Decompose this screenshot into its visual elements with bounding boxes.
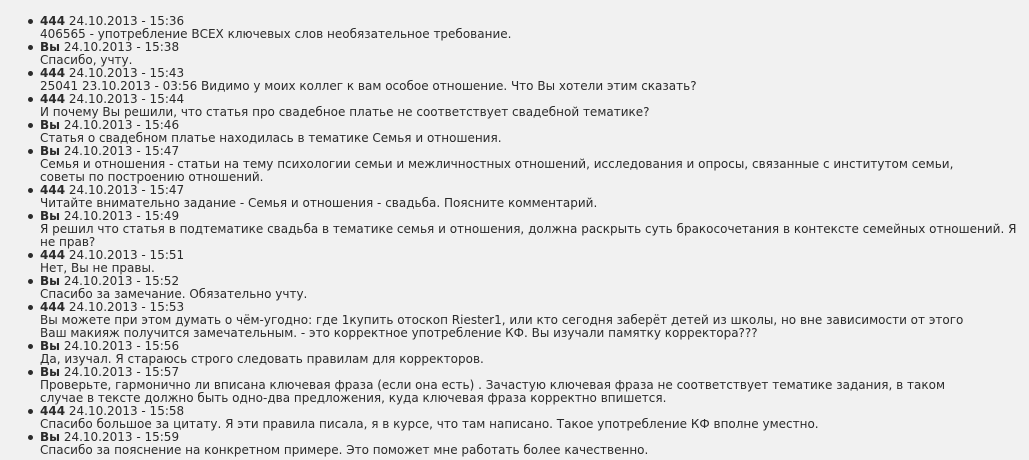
bullet-icon [28, 279, 33, 284]
message-author: 444 [40, 92, 66, 106]
message-author: 444 [40, 404, 66, 418]
message-text: 406565 - употребление ВСЕХ ключевых слов необязательное требование. [40, 27, 512, 41]
message-text: 25041 23.10.2013 - 03:56 Видимо у моих коллег к вам особое отношение. Что Вы хотели этим сказать? [40, 79, 697, 93]
message-author: Вы [40, 144, 60, 158]
message-author: 444 [40, 14, 66, 28]
message-author: Вы [40, 40, 60, 54]
list-item [40, 249, 1029, 275]
bullet-icon [28, 149, 33, 154]
list-item [40, 275, 1029, 301]
message-datetime: 24.10.2013 - 15:36 [68, 14, 185, 28]
message-text: Проверьте, гармонично ли вписана ключевая фраза (если она есть) . Зачастую ключевая фраза не соответствует тематике задания, в таком случае в тексте должно быть одно-два предложения, куда ключевая фраза корректно впишется. [40, 378, 945, 405]
list-item [40, 405, 1029, 431]
message-text: Семья и отношения - статьи на тему психологии семьи и межличностных отношений, исследования и опросы, связанные с институтом семьи, советы по построению отношений. [40, 157, 954, 184]
message-header [40, 41, 1029, 54]
message-text: Спасибо за пояснение на конкретном примере. Это поможет мне работать более качественно. [40, 443, 649, 457]
message-text: Спасибо, учту. [40, 53, 133, 67]
message-text: И почему Вы решили, что статья про свадебное платье не соответствует свадебной тематике? [40, 105, 650, 119]
message-datetime: 24.10.2013 - 15:56 [63, 339, 180, 353]
message-author: Вы [40, 339, 60, 353]
message-datetime: 24.10.2013 - 15:58 [68, 404, 185, 418]
bullet-icon [28, 123, 33, 128]
message-datetime: 24.10.2013 - 15:52 [63, 274, 180, 288]
bullet-icon [28, 45, 33, 50]
bullet-icon [28, 253, 33, 258]
message-datetime: 24.10.2013 - 15:57 [63, 365, 180, 379]
list-item [40, 93, 1029, 119]
list-item [40, 15, 1029, 41]
message-text: Я решил что статья в подтематике свадьба в тематике семья и отношения, должна раскрыть суть бракосочетания в контексте семейных отношений. Я не прав? [40, 222, 1017, 249]
bullet-icon [28, 97, 33, 102]
message-text: Спасибо за замечание. Обязательно учту. [40, 287, 308, 301]
list-item [40, 431, 1029, 457]
list-item [40, 145, 1029, 184]
message-text: Вы можете при этом думать о чём-угодно: где 1купить отоскоп Riester1, или кто сегодня заберёт детей из школы, но вне зависимости от этого Ваш макияж получится замечательным. - это корректное употребление КФ. Вы изучали памятку корректора??? [40, 313, 964, 340]
list-item [40, 340, 1029, 366]
message-datetime: 24.10.2013 - 15:38 [63, 40, 180, 54]
message-author: 444 [40, 248, 66, 262]
bullet-icon [28, 344, 33, 349]
message-datetime: 24.10.2013 - 15:49 [63, 209, 180, 223]
bullet-icon [28, 370, 33, 375]
message-author: 444 [40, 183, 66, 197]
message-header [40, 249, 1029, 262]
message-author: Вы [40, 365, 60, 379]
message-text: Статья о свадебном платье находилась в тематике Семья и отношения. [40, 131, 502, 145]
bullet-icon [28, 305, 33, 310]
bullet-icon [28, 435, 33, 440]
list-item [40, 366, 1029, 405]
message-text: Нет, Вы не правы. [40, 261, 155, 275]
list-item [40, 41, 1029, 67]
message-datetime: 24.10.2013 - 15:47 [63, 144, 180, 158]
message-author: 444 [40, 300, 66, 314]
message-author: Вы [40, 274, 60, 288]
list-item [40, 184, 1029, 210]
message-text: Да, изучал. Я стараюсь строго следовать правилам для корректоров. [40, 352, 484, 366]
message-text: Спасибо большое за цитату. Я эти правила писала, я в курсе, что там написано. Такое употребление КФ вполне уместно. [40, 417, 819, 431]
message-author: Вы [40, 118, 60, 132]
bullet-icon [28, 188, 33, 193]
bullet-icon [28, 214, 33, 219]
message-author: 444 [40, 66, 66, 80]
message-datetime: 24.10.2013 - 15:51 [68, 248, 185, 262]
bullet-icon [28, 409, 33, 414]
message-author: Вы [40, 209, 60, 223]
message-datetime: 24.10.2013 - 15:53 [68, 300, 185, 314]
message-datetime: 24.10.2013 - 15:43 [68, 66, 185, 80]
message-datetime: 24.10.2013 - 15:44 [68, 92, 185, 106]
bullet-icon [28, 71, 33, 76]
list-item [40, 119, 1029, 145]
list-item [40, 210, 1029, 249]
message-text: Читайте внимательно задание - Семья и отношения - свадьба. Поясните комментарий. [40, 196, 598, 210]
list-item [40, 301, 1029, 340]
message-datetime: 24.10.2013 - 15:46 [63, 118, 180, 132]
list-item [40, 67, 1029, 93]
message-author: Вы [40, 430, 60, 444]
bullet-icon [28, 19, 33, 24]
message-datetime: 24.10.2013 - 15:59 [63, 430, 180, 444]
message-datetime: 24.10.2013 - 15:47 [68, 183, 185, 197]
